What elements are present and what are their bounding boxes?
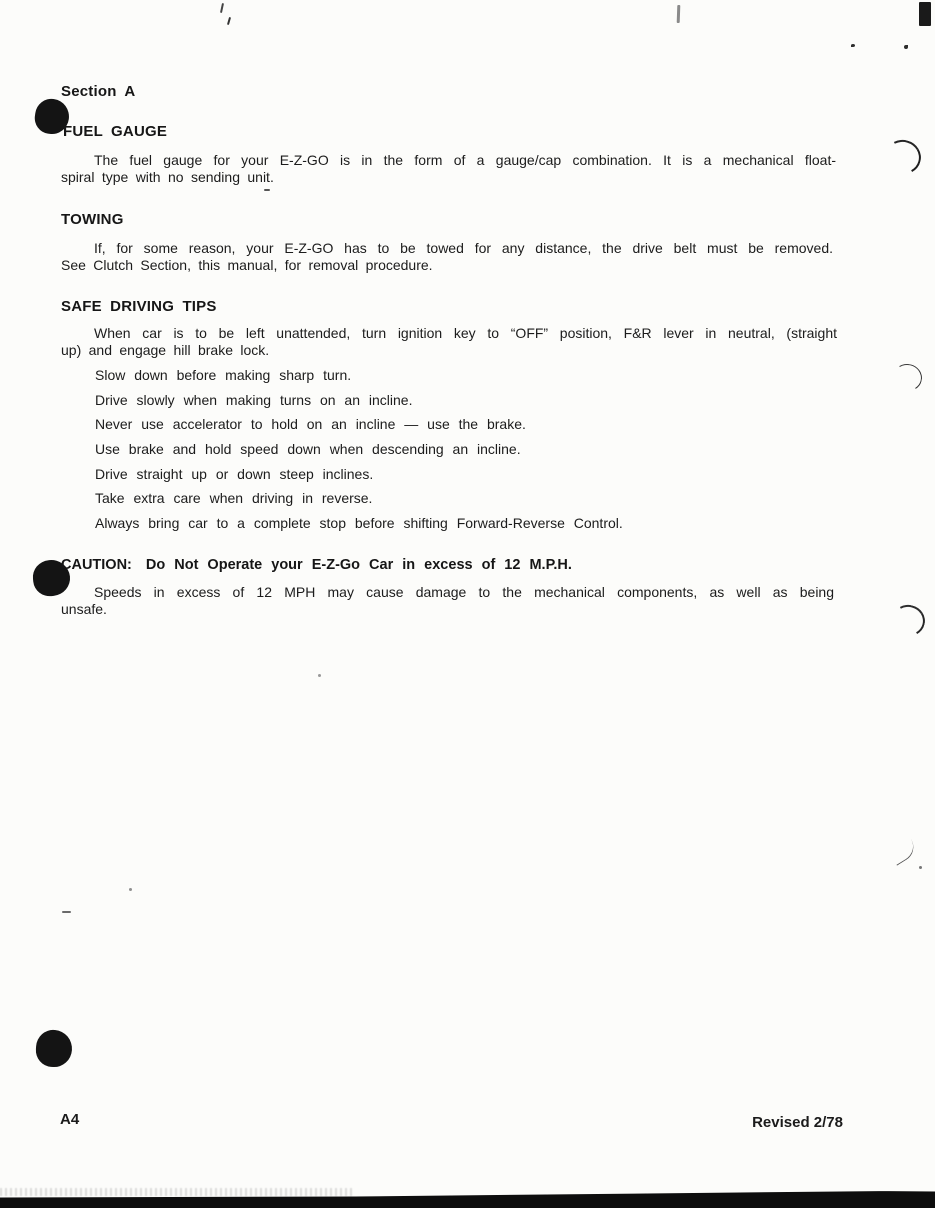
scan-speck bbox=[318, 674, 321, 677]
scan-speck bbox=[227, 17, 231, 25]
tip-item: Never use accelerator to hold on an incline — use the brake. bbox=[95, 416, 526, 433]
scan-corner-bar-artifact bbox=[919, 2, 931, 26]
scan-speck bbox=[851, 44, 855, 47]
tip-item: Always bring car to a complete stop before shifting Forward-Reverse Control. bbox=[95, 515, 623, 532]
scan-speck bbox=[220, 3, 224, 13]
caution-statement bbox=[61, 557, 861, 573]
tip-item: Drive slowly when making turns on an incline. bbox=[95, 391, 413, 408]
scan-edge-noise bbox=[0, 1188, 355, 1196]
caution-label: CAUTION: bbox=[61, 557, 132, 573]
page-number: A4 bbox=[60, 1111, 80, 1128]
paragraph-line: If, for some reason, your E-Z-GO has to be towed for any distance, the drive belt must be removed. bbox=[94, 240, 833, 256]
tip-item: Drive straight up or down steep inclines. bbox=[95, 465, 374, 482]
scan-slash-artifact bbox=[889, 839, 919, 865]
tip-item: Take extra care when driving in reverse. bbox=[95, 490, 373, 507]
tip-item: Slow down before making sharp turn. bbox=[95, 367, 352, 383]
paragraph-line: spiral type with no sending unit. bbox=[61, 169, 274, 185]
paragraph-line: unsafe. bbox=[61, 601, 107, 617]
section-label: Section A bbox=[61, 83, 136, 100]
scan-arc-artifact bbox=[889, 601, 929, 639]
paragraph-line: See Clutch Section, this manual, for removal procedure. bbox=[61, 257, 433, 273]
scan-speck bbox=[904, 45, 908, 49]
caution-text: Do Not Operate your E-Z-Go Car in excess of 12 M.P.H. bbox=[145, 557, 572, 573]
hole-punch-mark bbox=[35, 1029, 73, 1068]
paragraph-line: The fuel gauge for your E-Z-GO is in the form of a gauge/cap combination. It is a mechanical float- bbox=[94, 152, 836, 168]
paragraph-line: Speeds in excess of 12 MPH may cause damage to the mechanical components, as well as being bbox=[94, 584, 834, 600]
revision-note: Revised 2/78 bbox=[752, 1114, 843, 1131]
scan-speck bbox=[129, 888, 132, 891]
heading-safe-driving-tips: SAFE DRIVING TIPS bbox=[61, 298, 217, 315]
towing-paragraph bbox=[61, 240, 833, 274]
caution-paragraph bbox=[61, 584, 834, 618]
scan-speck bbox=[677, 5, 681, 23]
scan-speck bbox=[62, 911, 71, 913]
paragraph-line: When car is to be left unattended, turn ignition key to “OFF” position, F&R lever in neutral, (straight bbox=[94, 325, 837, 341]
paragraph-line: up) and engage hill brake lock. bbox=[61, 342, 270, 358]
heading-towing: TOWING bbox=[61, 211, 124, 228]
tip-item: Use brake and hold speed down when descending an incline. bbox=[95, 441, 521, 458]
scan-arc-artifact bbox=[891, 361, 925, 393]
scan-arc-artifact bbox=[881, 136, 925, 179]
scan-speck bbox=[919, 866, 922, 869]
fuel-gauge-paragraph bbox=[61, 152, 836, 186]
safe-driving-paragraph bbox=[61, 325, 837, 359]
safe-driving-tips-list bbox=[95, 367, 835, 540]
heading-fuel-gauge: FUEL GAUGE bbox=[63, 123, 168, 140]
scan-speck bbox=[264, 189, 270, 191]
